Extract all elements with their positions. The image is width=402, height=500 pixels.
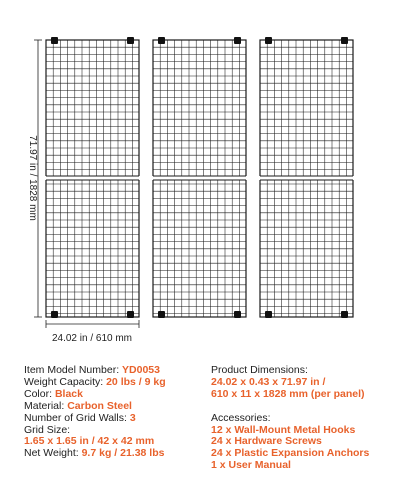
wall-hook-icon	[51, 311, 58, 318]
spec-value: Carbon Steel	[67, 399, 132, 412]
accessories-title: Accessories:	[211, 411, 271, 424]
spec-row	[24, 448, 209, 460]
spec-label: Material:	[24, 399, 68, 412]
width-label: 24.02 in / 610 mm	[51, 333, 133, 344]
panel-joint	[259, 176, 354, 180]
wall-hook-icon	[341, 311, 348, 318]
wall-hook-icon	[265, 37, 272, 44]
grid-panel-3	[259, 37, 354, 318]
spec-label: Number of Grid Walls:	[24, 411, 130, 424]
spec-value: Black	[54, 387, 83, 400]
spec-label: Weight Capacity:	[24, 375, 107, 388]
width-dimension	[46, 320, 139, 344]
spec-label: Grid Size:	[24, 423, 71, 436]
wall-hook-icon	[341, 37, 348, 44]
wall-hook-icon	[234, 37, 241, 44]
accessory-item-3: 24 x Plastic Expansion Anchors	[211, 447, 370, 460]
height-dimension	[27, 40, 42, 317]
wall-hook-icon	[158, 311, 165, 318]
panel-joint	[45, 176, 140, 180]
wall-hook-icon	[265, 311, 272, 318]
spec-value: 1.65 x 1.65 in / 42 x 42 mm	[24, 435, 155, 448]
grid-panel-2	[152, 37, 247, 318]
wall-hook-icon	[127, 311, 134, 318]
spec-label: Color:	[24, 387, 55, 400]
spec-label: Net Weight:	[24, 447, 82, 460]
spec-value: 3	[129, 411, 136, 424]
wall-hook-icon	[234, 311, 241, 318]
panel-joint	[152, 176, 247, 180]
accessory-item-4: 1 x User Manual	[211, 459, 291, 472]
product-dimensions-line-2: 610 x 11 x 1828 mm (per panel)	[211, 387, 365, 400]
height-label: 71.97 in / 1828 mm	[27, 135, 38, 221]
spec-list-left	[24, 365, 209, 460]
spec-list-right	[211, 365, 401, 472]
product-dimensions-title: Product Dimensions:	[211, 364, 308, 376]
wall-hook-icon	[127, 37, 134, 44]
spec-value: 9.7 kg / 21.38 lbs	[81, 447, 165, 460]
wall-hook-icon	[158, 37, 165, 44]
grid-panel-1	[45, 37, 140, 318]
spec-label: Item Model Number:	[24, 364, 123, 376]
spec-value: 20 lbs / 9 kg	[106, 375, 166, 388]
accessory-item-1: 12 x Wall-Mount Metal Hooks	[211, 423, 356, 436]
spec-value: YD0053	[122, 364, 160, 376]
product-dimensions-line-1: 24.02 x 0.43 x 71.97 in /	[211, 375, 326, 388]
accessory-item-2: 24 x Hardware Screws	[211, 435, 322, 448]
wall-hook-icon	[51, 37, 58, 44]
